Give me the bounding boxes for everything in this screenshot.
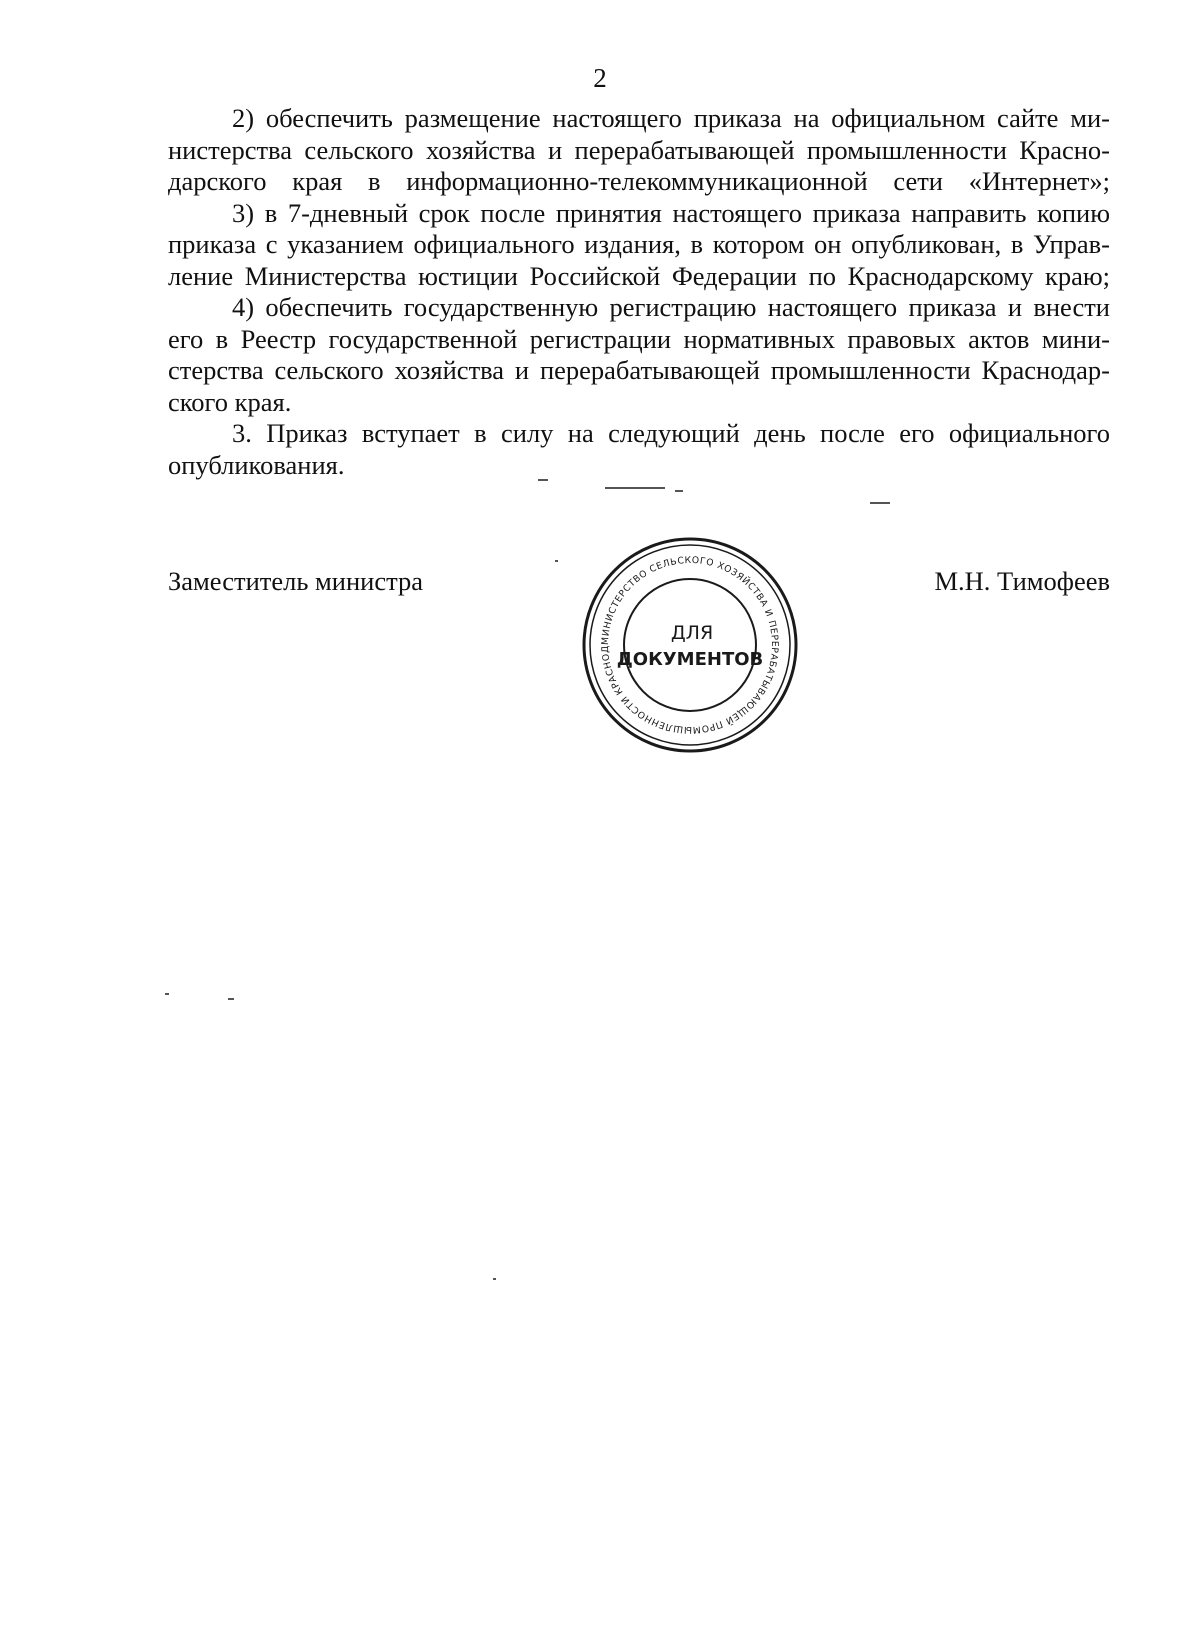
seal-ring-text: МИНИСТЕРСТВО СЕЛЬСКОГО ХОЗЯЙСТВА И ПЕРЕРАБАТЫВАЮЩЕЙ ПРОМЫШЛЕННОСТИ КРАСНОД [599,554,781,736]
scan-speck [538,479,548,481]
text-line: 3) в 7-дневный срок после принятия настоящего приказа направить копию [232,197,1110,228]
text-line: приказа с указанием официального издания, в котором он опубликован, в Управ- [168,229,1110,259]
text-line: 2) обеспечить размещение настоящего приказа на официальном сайте ми- [232,103,1110,133]
scan-speck [870,502,890,504]
scan-speck [605,487,665,489]
text-line: 3. Приказ вступает в силу на следующий день после его официального [232,418,1110,448]
text-line: дарского края в информационно-телекоммуникационной сети «Интернет»; [168,166,1110,196]
official-seal-stamp [580,535,800,755]
scan-speck [555,560,558,562]
seal-center-line-2: ДОКУМЕНТОВ [616,649,764,670]
signatory-name: М.Н. Тимофеев [934,566,1110,596]
text-line: опубликования. [168,449,345,480]
signatory-title: Заместитель министра [168,566,424,596]
paragraph-item-4 [168,292,1110,418]
paragraph-item-2 [168,103,1110,198]
scan-speck [228,998,234,1000]
text-line: ление Министерства юстиции Российской Федерации по Краснодарскому краю; [168,260,1110,291]
paragraph-clause-3 [168,418,1110,481]
document-body [168,103,1110,481]
seal-center-line-1: ДЛЯ [670,622,714,644]
text-line: его в Реестр государственной регистрации нормативных правовых актов мини- [168,323,1110,354]
scan-speck [493,1278,496,1280]
text-line: 4) обеспечить государственную регистрацию настоящего приказа и внести [232,292,1110,322]
text-line: нистерства сельского хозяйства и перерабатывающей промышленности Красно- [168,134,1110,165]
page-number: 2 [593,63,607,93]
paragraph-item-3 [168,198,1110,293]
text-line: стерства сельского хозяйства и перерабатывающей промышленности Краснодар- [168,355,1110,385]
scan-speck [675,490,683,492]
text-line: ского края. [168,386,292,417]
scan-speck [165,993,169,995]
